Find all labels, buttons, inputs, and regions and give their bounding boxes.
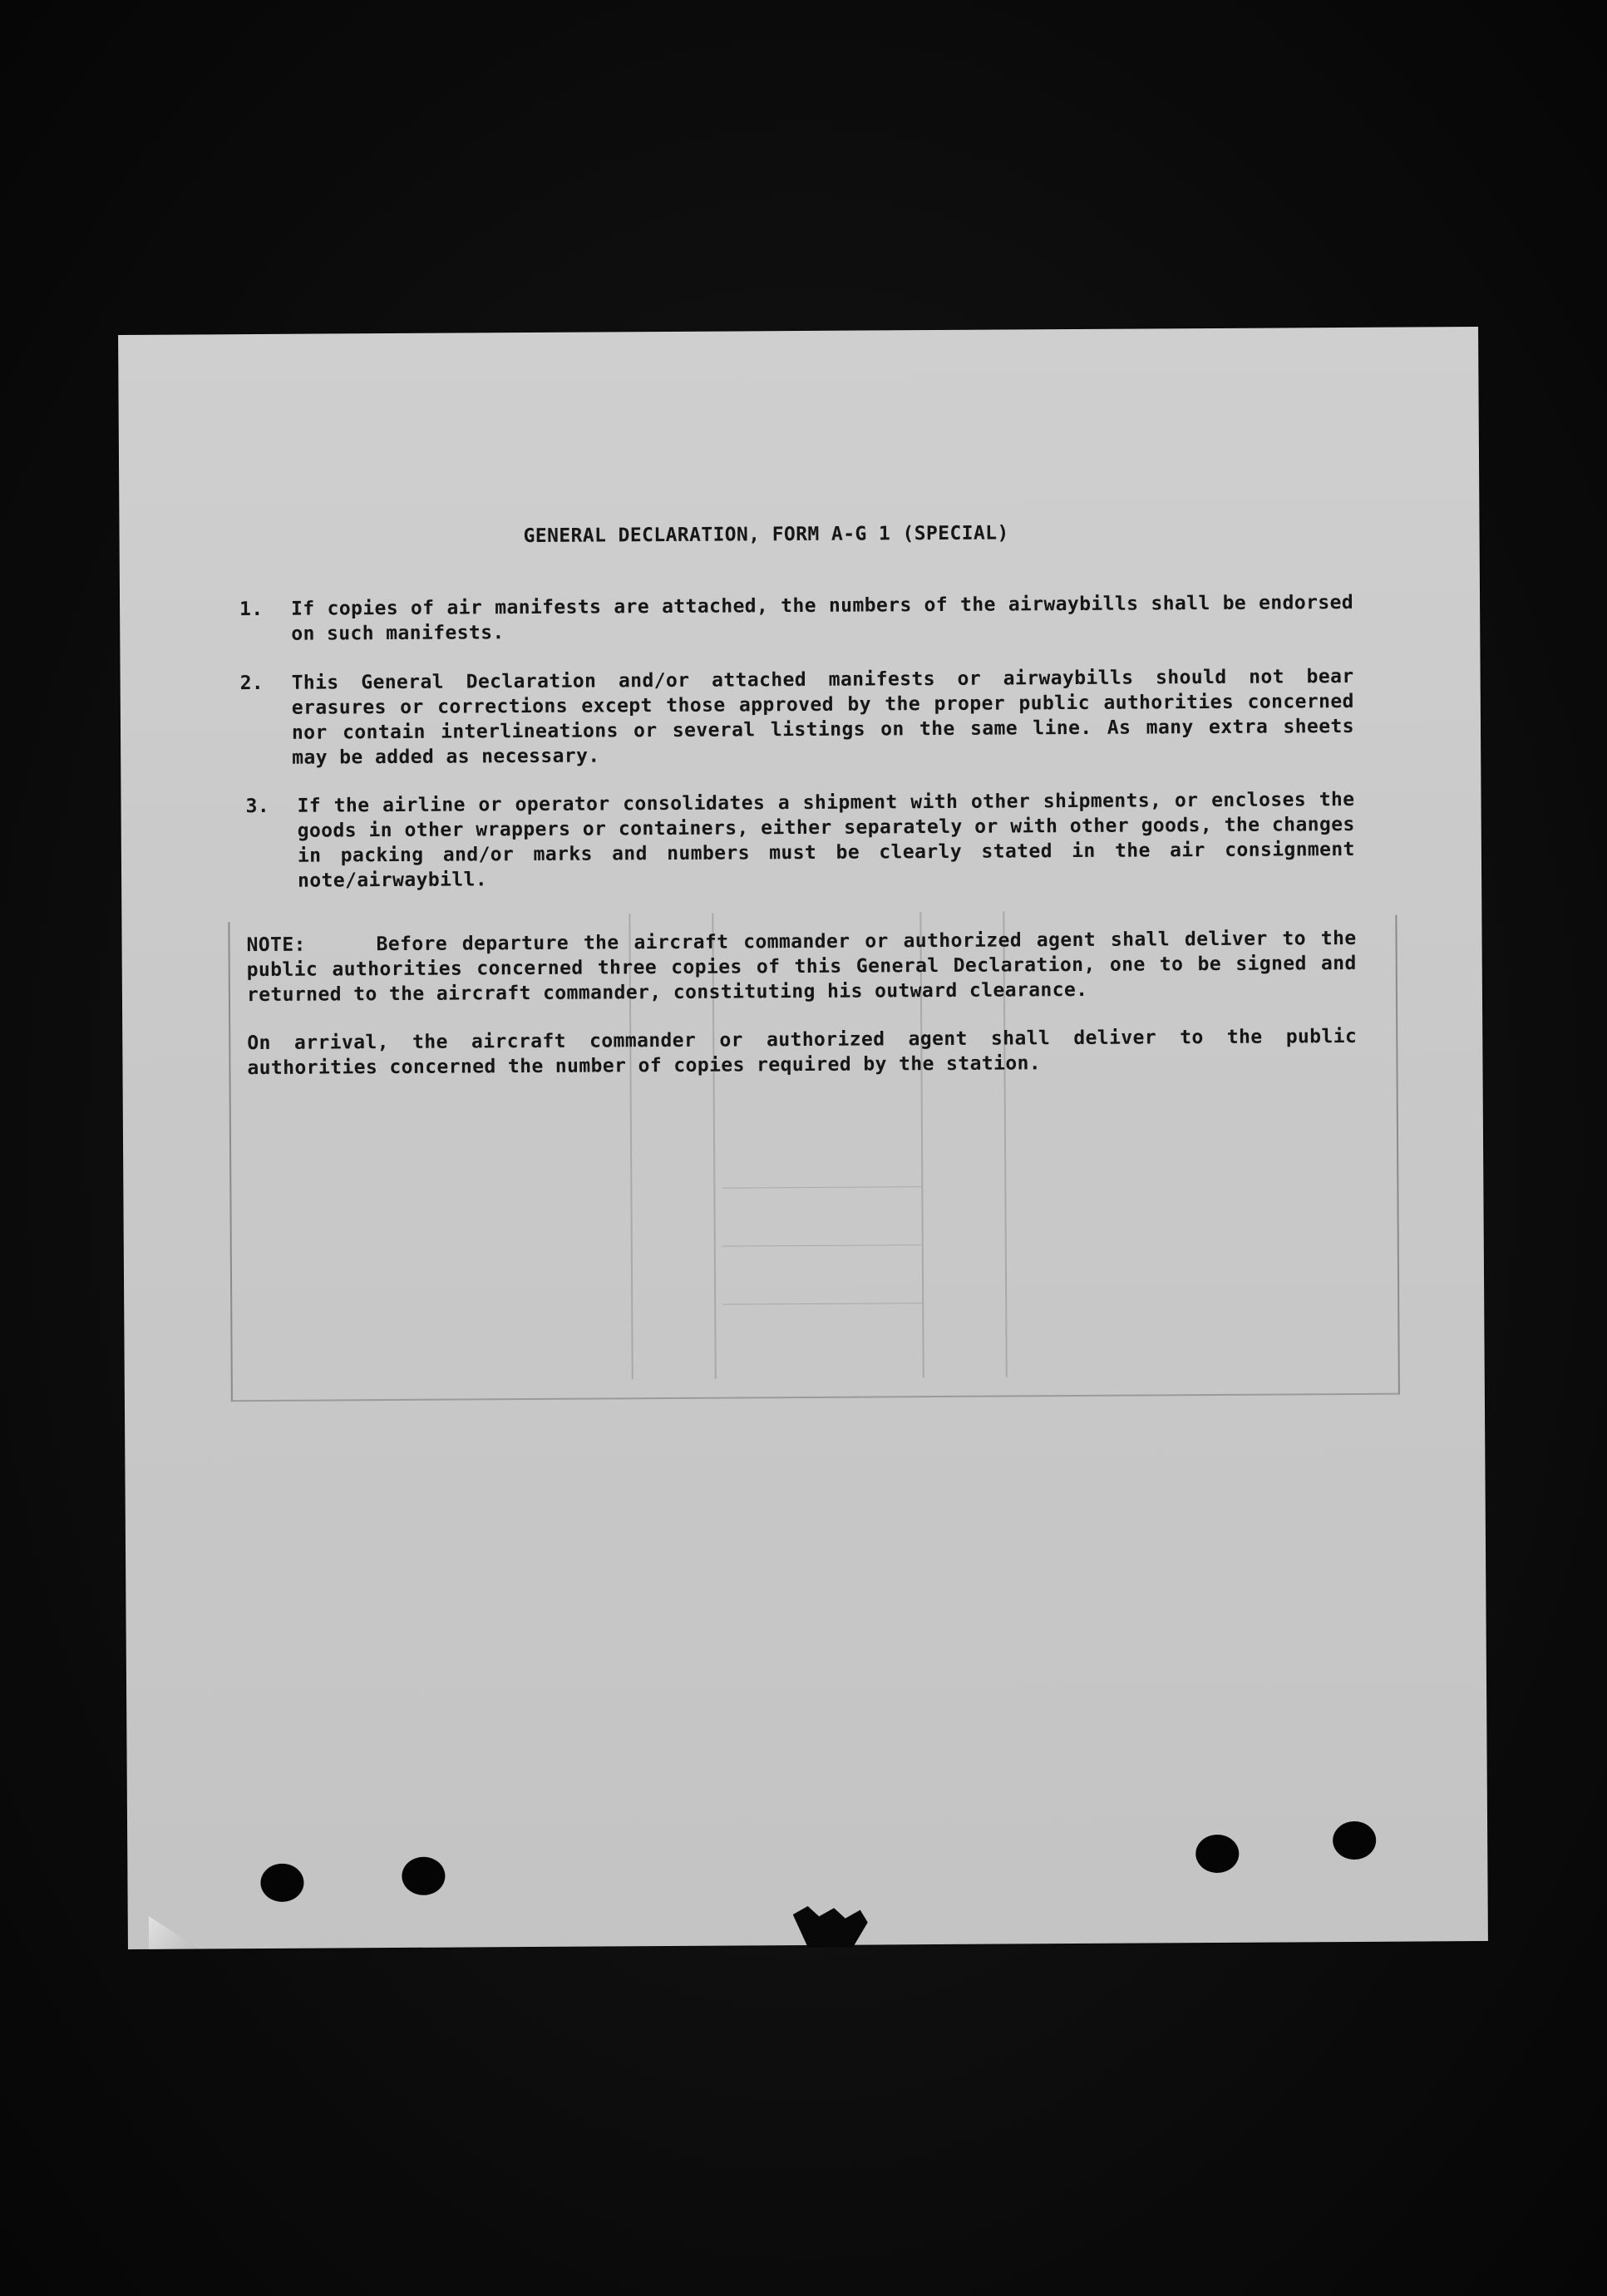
item-text: If copies of air manifests are attached, the numbers of the airwaybills shall be endorsed on such manifests.	[291, 591, 1354, 645]
arrival-paragraph: On arrival, the aircraft commander or authorized agent shall deliver to the public authorities concerned the number of copies required by the station.	[247, 1025, 1358, 1080]
item-text: This General Declaration and/or attached manifests or airwaybills should not bear erasures or corrections except those approved by the proper public authorities concerned nor contain interlineations or several listings on the same line. As many extra sheets may be added as necessary.	[291, 665, 1355, 769]
item-number: 3.	[245, 795, 270, 818]
item-text: If the airline or operator consolidates a shipment with other shipments, or encloses the goods in other wrappers or containers, either separately or with other goods, the changes in packing and/or marks and numbers must be clearly stated in the air consignment note/airwaybill.	[297, 788, 1355, 892]
note-paragraph	[246, 926, 1357, 1008]
paper-tear	[793, 1906, 868, 1949]
note-body: Before departure the aircraft commander or authorized agent shall deliver to the public authorities concerned three copies of this General Declaration, one to be signed and returned to the aircraft commander, constituting his outward clearance.	[246, 927, 1357, 1007]
instruction-item-1	[239, 590, 1353, 647]
item-number: 1.	[239, 598, 264, 621]
punch-hole	[260, 1864, 303, 1902]
punch-hole	[1195, 1835, 1239, 1873]
note-section	[246, 926, 1357, 1104]
punch-hole	[402, 1857, 445, 1895]
note-label: NOTE:	[246, 934, 306, 957]
punch-hole	[1333, 1821, 1376, 1860]
item-number: 2.	[239, 672, 264, 695]
document-sheet	[118, 327, 1488, 1949]
instruction-item-3	[245, 787, 1355, 894]
form-title: GENERAL DECLARATION, FORM A-G 1 (SPECIAL)	[523, 522, 1009, 548]
instruction-item-2	[240, 664, 1355, 771]
